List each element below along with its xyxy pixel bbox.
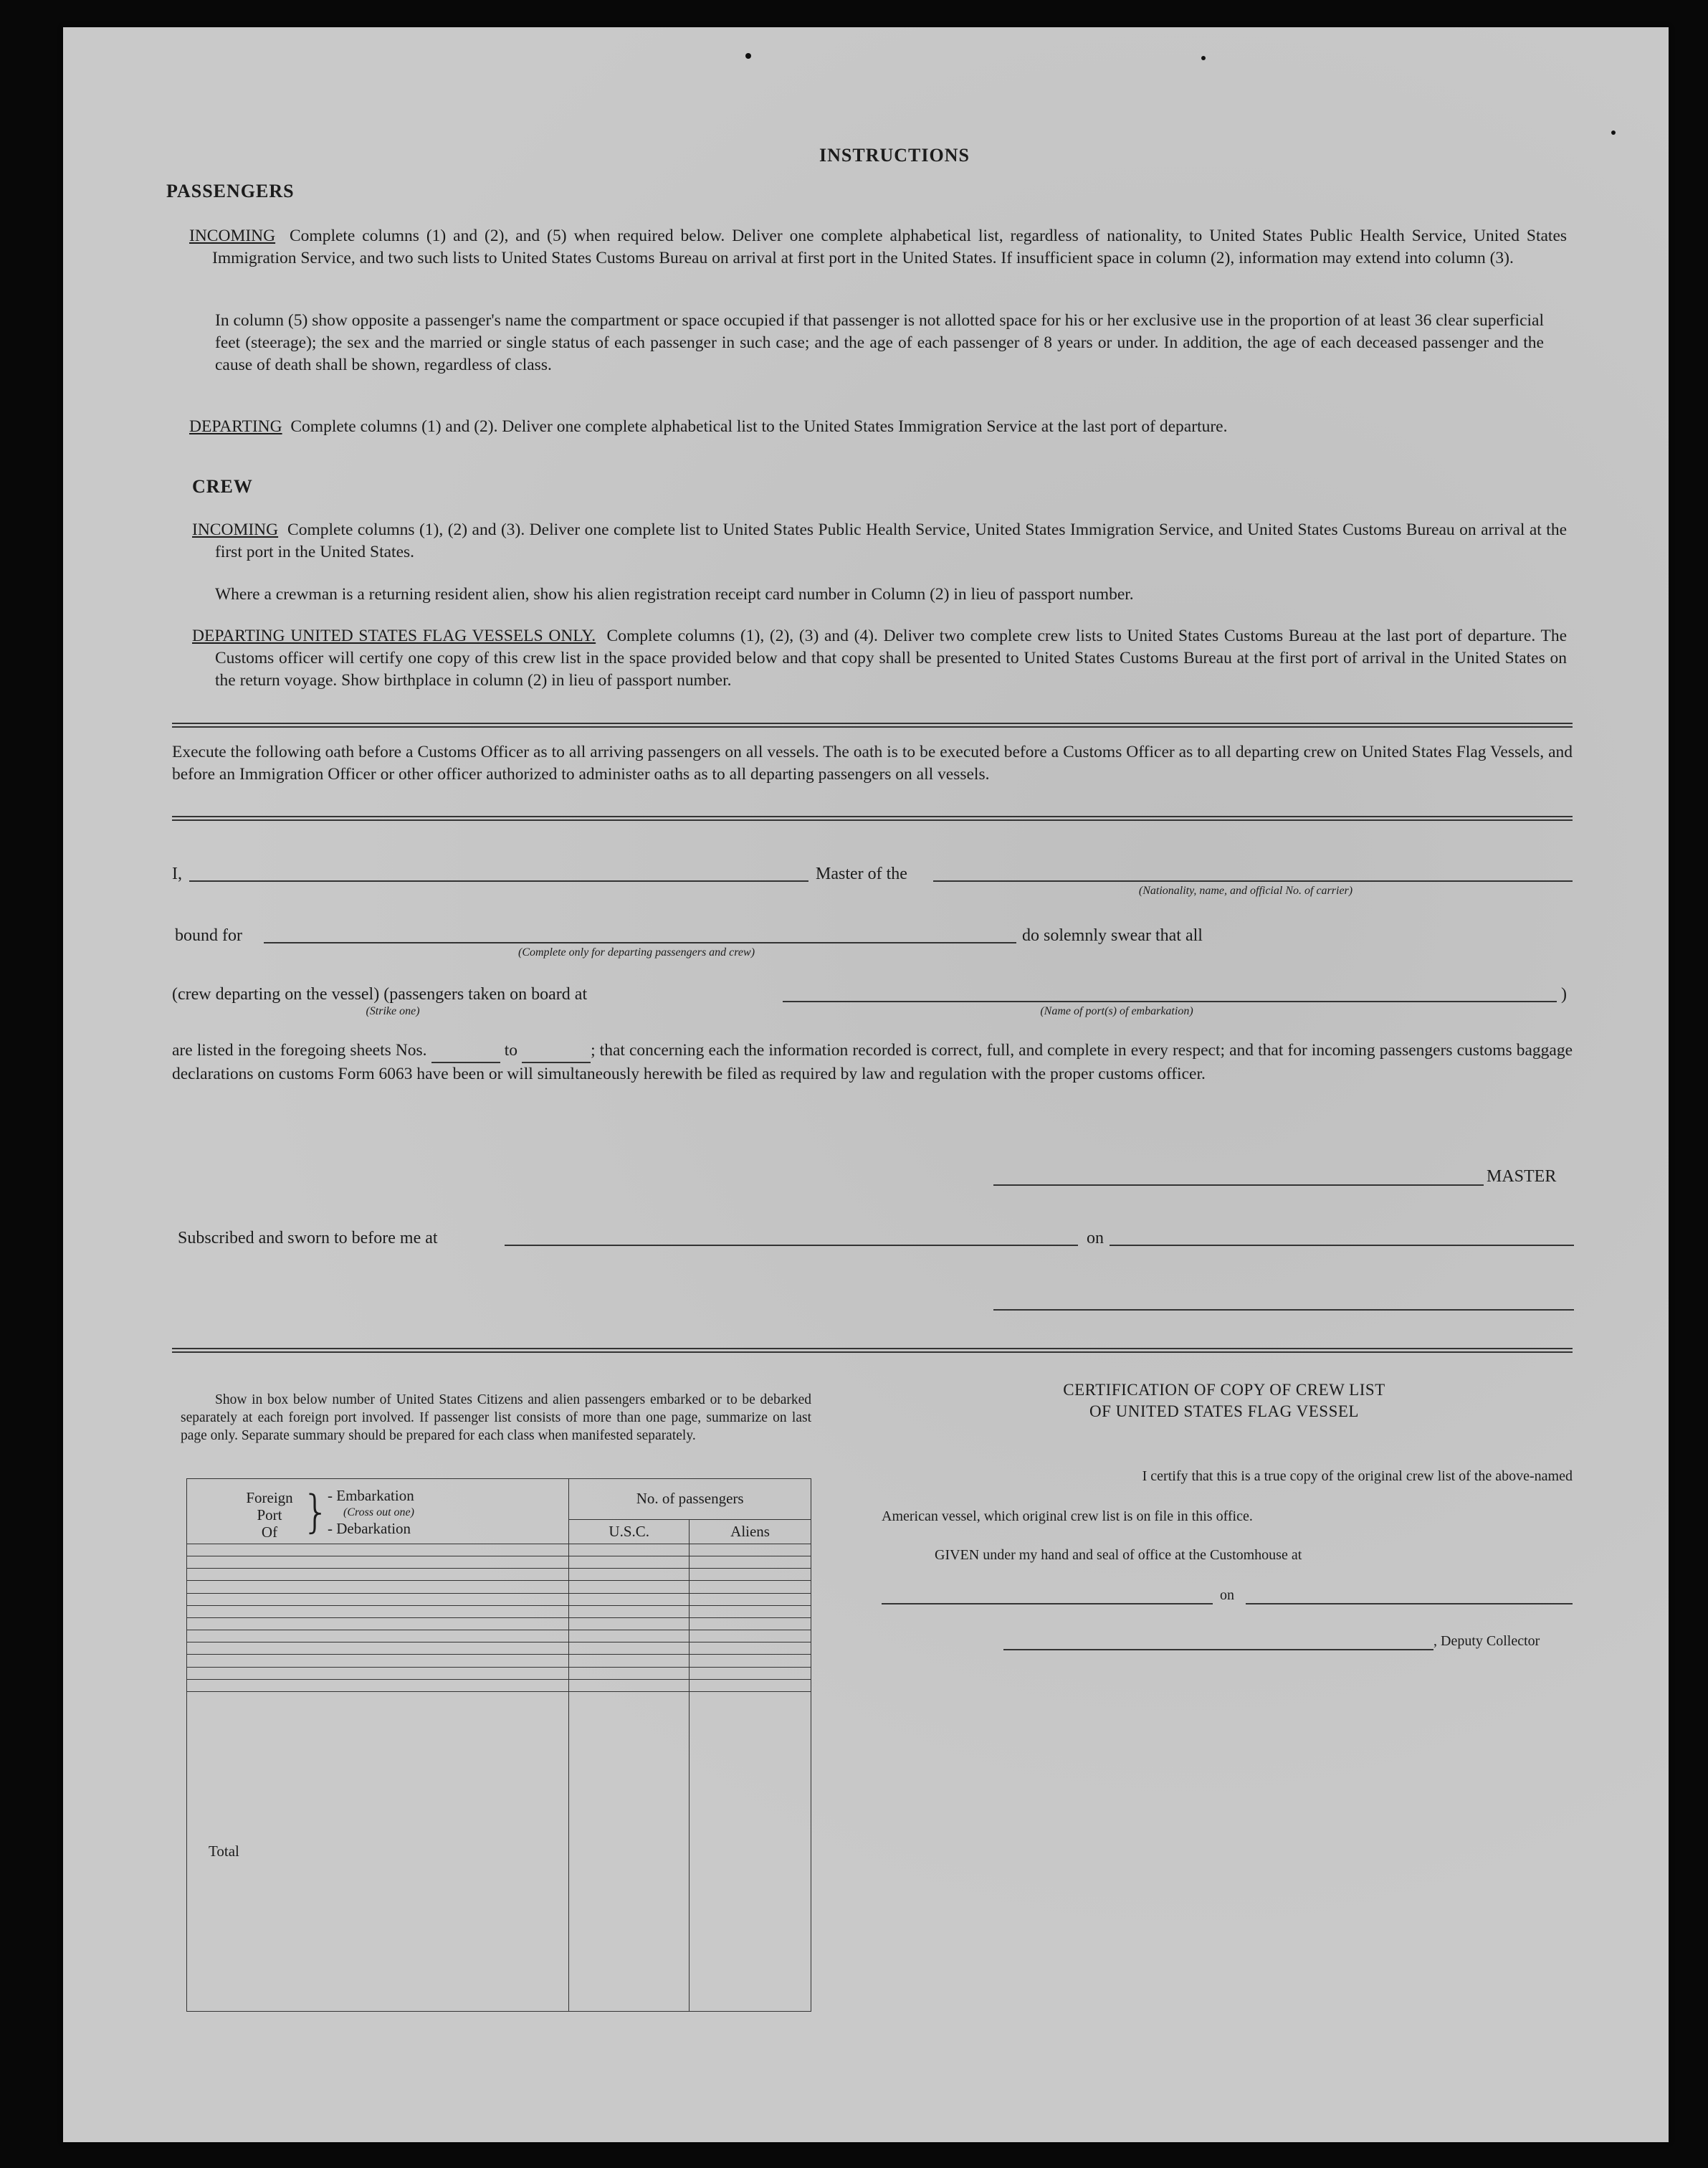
listed-to: to <box>504 1041 517 1060</box>
cross-out-note: (Cross out one) <box>343 1506 414 1518</box>
bound-for-field[interactable] <box>264 942 1016 943</box>
table-row[interactable] <box>187 1593 811 1605</box>
customhouse-field[interactable] <box>882 1603 1213 1604</box>
master-name-field[interactable] <box>189 880 808 882</box>
table-row[interactable] <box>187 1544 811 1556</box>
aliens-header: Aliens <box>690 1519 811 1544</box>
sheet-to-field[interactable] <box>522 1040 591 1063</box>
table-row[interactable] <box>187 1667 811 1679</box>
crewman-paragraph: Where a crewman is a returning resident alien, show his alien registration receipt card number in Column (2) in lieu of passport number. <box>215 585 1134 604</box>
oath-i-label: I, <box>172 865 182 883</box>
foreign-port-header <box>187 1479 569 1544</box>
passengers-incoming-paragraph <box>189 225 1567 270</box>
table-row[interactable] <box>187 1556 811 1569</box>
complete-note: (Complete only for departing passengers and crew) <box>517 946 755 959</box>
certification-title <box>952 1379 1497 1422</box>
table-row[interactable] <box>187 1679 811 1691</box>
table-row[interactable] <box>187 1655 811 1667</box>
subscribed-label: Subscribed and sworn to before me at <box>178 1229 438 1247</box>
swear-label: do solemnly swear that all <box>1022 926 1203 945</box>
scan-speck <box>1611 130 1616 135</box>
certification-title-line2: OF UNITED STATES FLAG VESSEL <box>1089 1402 1359 1420</box>
given-line: GIVEN under my hand and seal of office at the Customhouse at <box>935 1547 1302 1563</box>
divider-rule <box>172 723 1573 728</box>
sworn-place-field[interactable] <box>505 1245 1078 1246</box>
strike-note: (Strike one) <box>366 1005 420 1017</box>
of-label: Of <box>261 1523 278 1541</box>
sworn-on-label: on <box>1087 1229 1104 1247</box>
sheet-from-field[interactable] <box>431 1040 500 1063</box>
certify-line-a: I certify that this is a true copy of the original crew list of the above-named <box>1142 1468 1573 1484</box>
port-note: (Name of port(s) of embarkation) <box>1040 1005 1193 1017</box>
passengers-departing-paragraph <box>189 416 1567 438</box>
flag-vessels-text: Complete columns (1), (2), (3) and (4). Deliver two complete crew lists to United States Customs Bureau at the last port of departure. The Customs officer will certify one copy of this crew list in the space provided below and that copy shall be presented to United States Customs Bureau at the first port of arrival in the United States on the return voyage. Show birthplace in column (2) in lieu of passport number. <box>215 627 1567 690</box>
port-of-embarkation-field[interactable] <box>783 1001 1557 1002</box>
usc-header: U.S.C. <box>569 1519 690 1544</box>
column5-paragraph: In column (5) show opposite a passenger's name the compartment or space occupied if that passenger is not allotted space for his or her exclusive use in the proportion of at least 36 clear superficial feet (steerage); the sex and the married or single status of each passenger in such case; and the age of each passenger of 8 years or under. In addition, the age of each deceased passenger and the cause of death shall be shown, regardless of class. <box>215 311 1544 374</box>
table-row[interactable] <box>187 1617 811 1630</box>
brace-icon: } <box>302 1485 330 1538</box>
divider-rule <box>172 816 1573 821</box>
summary-table <box>186 1478 811 2012</box>
listed-text-a: are listed in the foregoing sheets Nos. <box>172 1041 427 1060</box>
debarkation-label: - Debarkation <box>328 1520 411 1537</box>
deputy-signature-field[interactable] <box>1003 1649 1433 1650</box>
flag-vessels-label: DEPARTING UNITED STATES FLAG VESSELS ONLY. <box>192 627 596 645</box>
listed-paragraph <box>172 1040 1573 1085</box>
port-label: Port <box>257 1506 282 1523</box>
certify-line-b: American vessel, which original crew list is on file in this office. <box>882 1508 1253 1524</box>
listed-text-b: ; that concerning each the information recorded is correct, full, and complete in every respect; and that for incoming passengers customs baggage declarations on customs Form 6063 have been or will simultaneously herewith be filed as required by law and regulation with the proper customs officer. <box>172 1041 1573 1083</box>
passengers-heading: PASSENGERS <box>166 181 295 201</box>
table-row[interactable] <box>187 1581 811 1593</box>
officer-signature-field[interactable] <box>993 1309 1574 1311</box>
instructions-title: INSTRUCTIONS <box>819 145 970 166</box>
master-signature-field[interactable] <box>993 1184 1484 1186</box>
summary-intro: Show in box below number of United States Citizens and alien passengers embarked or to be debarked separately at each foreign port involved. If passenger list consists of more than one page, summarize on last page only. Separate summary should be prepared for each class when manifested separately. <box>181 1392 811 1443</box>
scan-speck <box>745 53 751 59</box>
deputy-collector-label: , Deputy Collector <box>1433 1633 1540 1649</box>
table-row[interactable] <box>187 1605 811 1617</box>
no-of-passengers-header: No. of passengers <box>569 1479 811 1520</box>
crew-heading: CREW <box>192 476 253 497</box>
departing-label: DEPARTING <box>189 417 282 436</box>
crew-departing-label: (crew departing on the vessel) (passengers taken on board at <box>172 985 588 1004</box>
master-label: MASTER <box>1487 1167 1557 1186</box>
divider-rule <box>172 1348 1573 1353</box>
nationality-note: (Nationality, name, and official No. of carrier) <box>1138 885 1353 897</box>
crew-incoming-label: INCOMING <box>192 520 279 539</box>
crew-incoming-paragraph <box>192 519 1567 564</box>
table-row[interactable] <box>187 1642 811 1655</box>
total-label: Total <box>187 1691 569 2011</box>
sworn-date-field[interactable] <box>1110 1245 1574 1246</box>
close-paren: ) <box>1561 985 1567 1004</box>
document-page <box>63 27 1669 2142</box>
incoming-label: INCOMING <box>189 227 276 245</box>
total-row[interactable] <box>187 1691 811 2011</box>
certification-title-line1: CERTIFICATION OF COPY OF CREW LIST <box>1063 1381 1385 1399</box>
cert-on-label: on <box>1220 1587 1234 1603</box>
flag-vessels-paragraph <box>192 625 1567 692</box>
master-of-label: Master of the <box>816 865 907 883</box>
table-row[interactable] <box>187 1630 811 1642</box>
carrier-field[interactable] <box>933 880 1573 882</box>
table-row[interactable] <box>187 1569 811 1581</box>
oath-intro: Execute the following oath before a Customs Officer as to all arriving passengers on all vessels. The oath is to be executed before a Customs Officer as to all departing crew on United States Flag Vessels, and before an Immigration Officer or other officer authorized to administer oaths as to all departing passengers on all vessels. <box>172 743 1573 784</box>
departing-text: Complete columns (1) and (2). Deliver one complete alphabetical list to the United States Immigration Service at the last port of departure. <box>290 417 1228 436</box>
bound-for-label: bound for <box>175 926 242 945</box>
embarkation-label: - Embarkation <box>328 1487 414 1504</box>
crew-incoming-text: Complete columns (1), (2) and (3). Deliver one complete list to United States Public Health Service, United States Immigration Service, and United States Customs Bureau on arrival at the first port in the United States. <box>215 520 1567 561</box>
scan-speck <box>1201 56 1206 60</box>
foreign-label: Foreign <box>246 1489 293 1506</box>
cert-date-field[interactable] <box>1246 1603 1573 1604</box>
incoming-text: Complete columns (1) and (2), and (5) when required below. Deliver one complete alphabetical list, regardless of nationality, to United States Public Health Service, United States Immigration Service, and two such lists to United States Customs Bureau on arrival at first port in the United States. If insufficient space in column (2), information may extend into column (3). <box>212 227 1568 267</box>
